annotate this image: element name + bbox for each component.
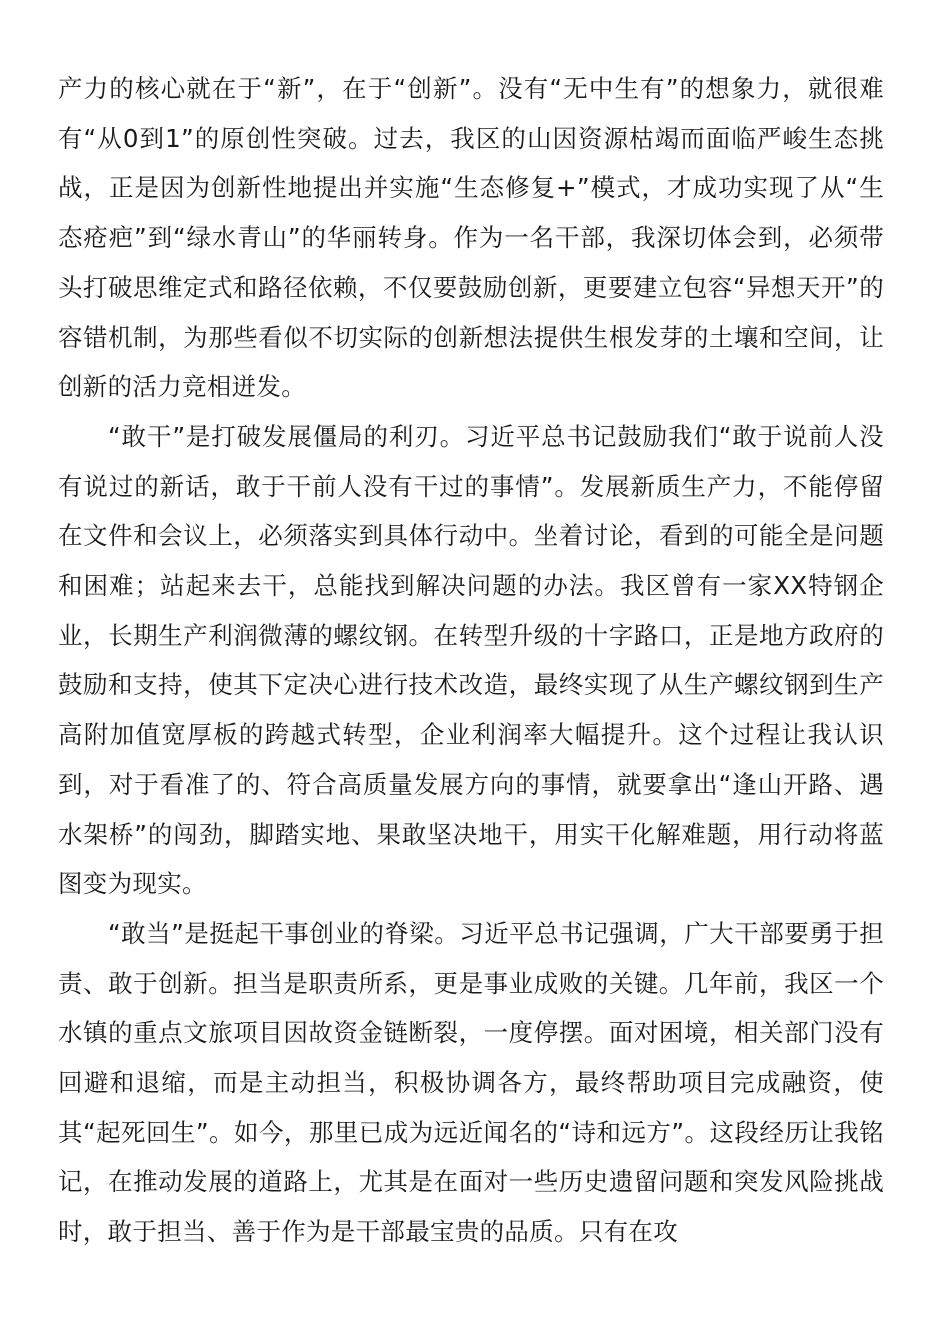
- paragraph-daring-to-act: “敢干”是打破发展僵局的利刃。习近平总书记鼓励我们“敢于说前人没有说过的新话，敢于干前人没有干过的事情”。发展新质生产力，不能停留在文件和会议上，必须落实到具体行动中。坐着讨论，看到的可能全是问题和困难；站起来去干，总能找到解决问题的办法。我区曾有一家XX特钢企业，长期生产利润微薄的螺纹钢。在转型升级的十字路口，正是地方政府的鼓励和支持，使其下定决心进行技术改造，最终实现了从生产螺纹钢到生产高附加值宽厚板的跨越式转型，企业利润率大幅提升。这个过程让我认识到，对于看准了的、符合高质量发展方向的事情，就要拿出“逢山开路、遇水架桥”的闯劲，脚踏实地、果敢坚决地干，用实干化解难题，用行动将蓝图变为现实。: [58, 421, 884, 899]
- paragraph-innovation: 产力的核心就在于“新”，在于“创新”。没有“无中生有”的想象力，就很难有“从0到1”的原创性突破。过去，我区的山因资源枯竭而面临严峻生态挑战，正是因为创新性地提出并实施“生态修复+”模式，才成功实现了从“生态疮疤”到“绿水青山”的华丽转身。作为一名干部，我深切体会到，必须带头打破思维定式和路径依赖，不仅要鼓励创新，更要建立包容“异想天开”的容错机制，为那些看似不切实际的创新想法提供生根发芽的土壤和空间，让创新的活力竞相迸发。: [58, 74, 884, 402]
- paragraph-taking-responsibility: “敢当”是挺起干事创业的脊梁。习近平总书记强调，广大干部要勇于担责、敢于创新。担当是职责所系，更是事业成败的关键。几年前，我区一个水镇的重点文旅项目因故资金链断裂，一度停摆。面对困境，相关部门没有回避和退缩，而是主动担当，积极协调各方，最终帮助项目完成融资，使其“起死回生”。如今，那里已成为远近闻名的“诗和远方”。这段经历让我铭记，在推动发展的道路上，尤其是在面对一些历史遗留问题和突发风险挑战时，敢于担当、善于作为是干部最宝贵的品质。只有在攻: [58, 918, 884, 1247]
- document-body: [58, 64, 884, 1257]
